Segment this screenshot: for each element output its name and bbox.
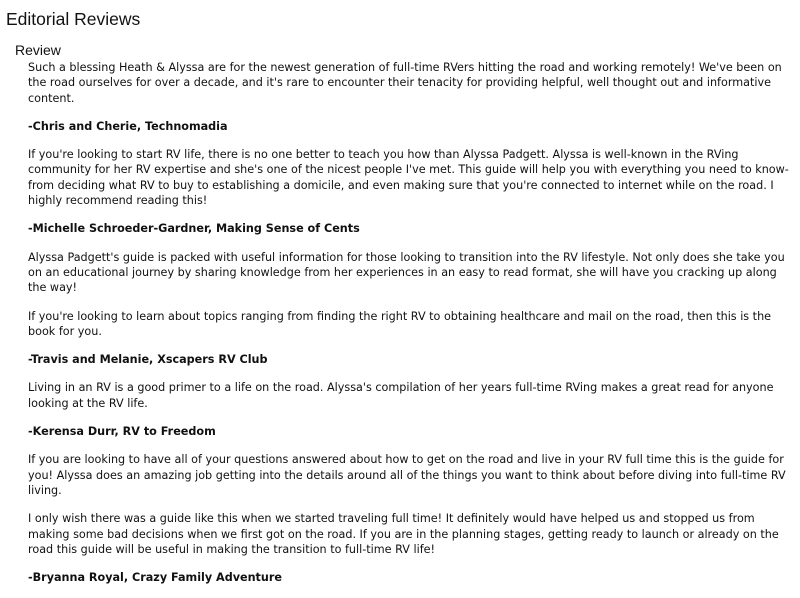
review-attribution: -Travis and Melanie, Xscapers RV Club	[28, 353, 268, 367]
review-paragraph: If you are looking to have all of your questions answered about how to get on the road and live in your RV full time this is the guide for you! Alyssa does an amazing job getting into the details around all of the things you want to think about before diving into full-time RV living.	[28, 453, 786, 497]
review-paragraph: I only wish there was a guide like this when we started traveling full time! It definitely would have helped us and stopped us from making some bad decisions when we first got on the road. If you are in the planning stages, getting ready to launch or already on the road this guide will be useful in making the transition to full-time RV life!	[28, 512, 779, 556]
section-title: Review	[15, 42, 61, 58]
review-paragraph: If you're looking to learn about topics ranging from finding the right RV to obtaining healthcare and mail on the road, then this is the book for you.	[28, 309, 772, 338]
review-paragraph: Living in an RV is a good primer to a life on the road. Alyssa's compilation of her years full-time RVing makes a great read for anyone looking at the RV life.	[28, 381, 774, 410]
review-body	[28, 60, 796, 598]
page-title: Editorial Reviews	[6, 9, 141, 29]
review-paragraph: Alyssa Padgett's guide is packed with useful information for those looking to transition into the RV lifestyle. Not only does she take you on an educational journey by sharing knowledge from her experiences in an easy to read format, she will have you cracking up along the way!	[28, 250, 785, 295]
review-attribution: -Bryanna Royal, Crazy Family Adventure	[28, 571, 282, 585]
review-attribution: -Michelle Schroeder-Gardner, Making Sense of Cents	[28, 222, 360, 236]
review-paragraph: Such a blessing Heath & Alyssa are for the newest generation of full-time RVers hitting the road and working remotely! We've been on the road ourselves for over a decade, and it's rare to encounter their tenacity for providing helpful, well thought out and informative content.	[28, 61, 782, 105]
review-attribution: -Kerensa Durr, RV to Freedom	[28, 425, 216, 439]
review-attribution: -Chris and Cherie, Technomadia	[28, 119, 228, 133]
review-paragraph: If you're looking to start RV life, there is no one better to teach you how than Alyssa Padgett. Alyssa is well-known in the RVing community for her RV expertise and she's one of the nicest people I've met. This guide will help you with everything you need to know- from deciding what RV to buy to establishing a domicile, and even making sure that you're connected to internet while on the road. I highly recommend reading this!	[28, 148, 789, 208]
